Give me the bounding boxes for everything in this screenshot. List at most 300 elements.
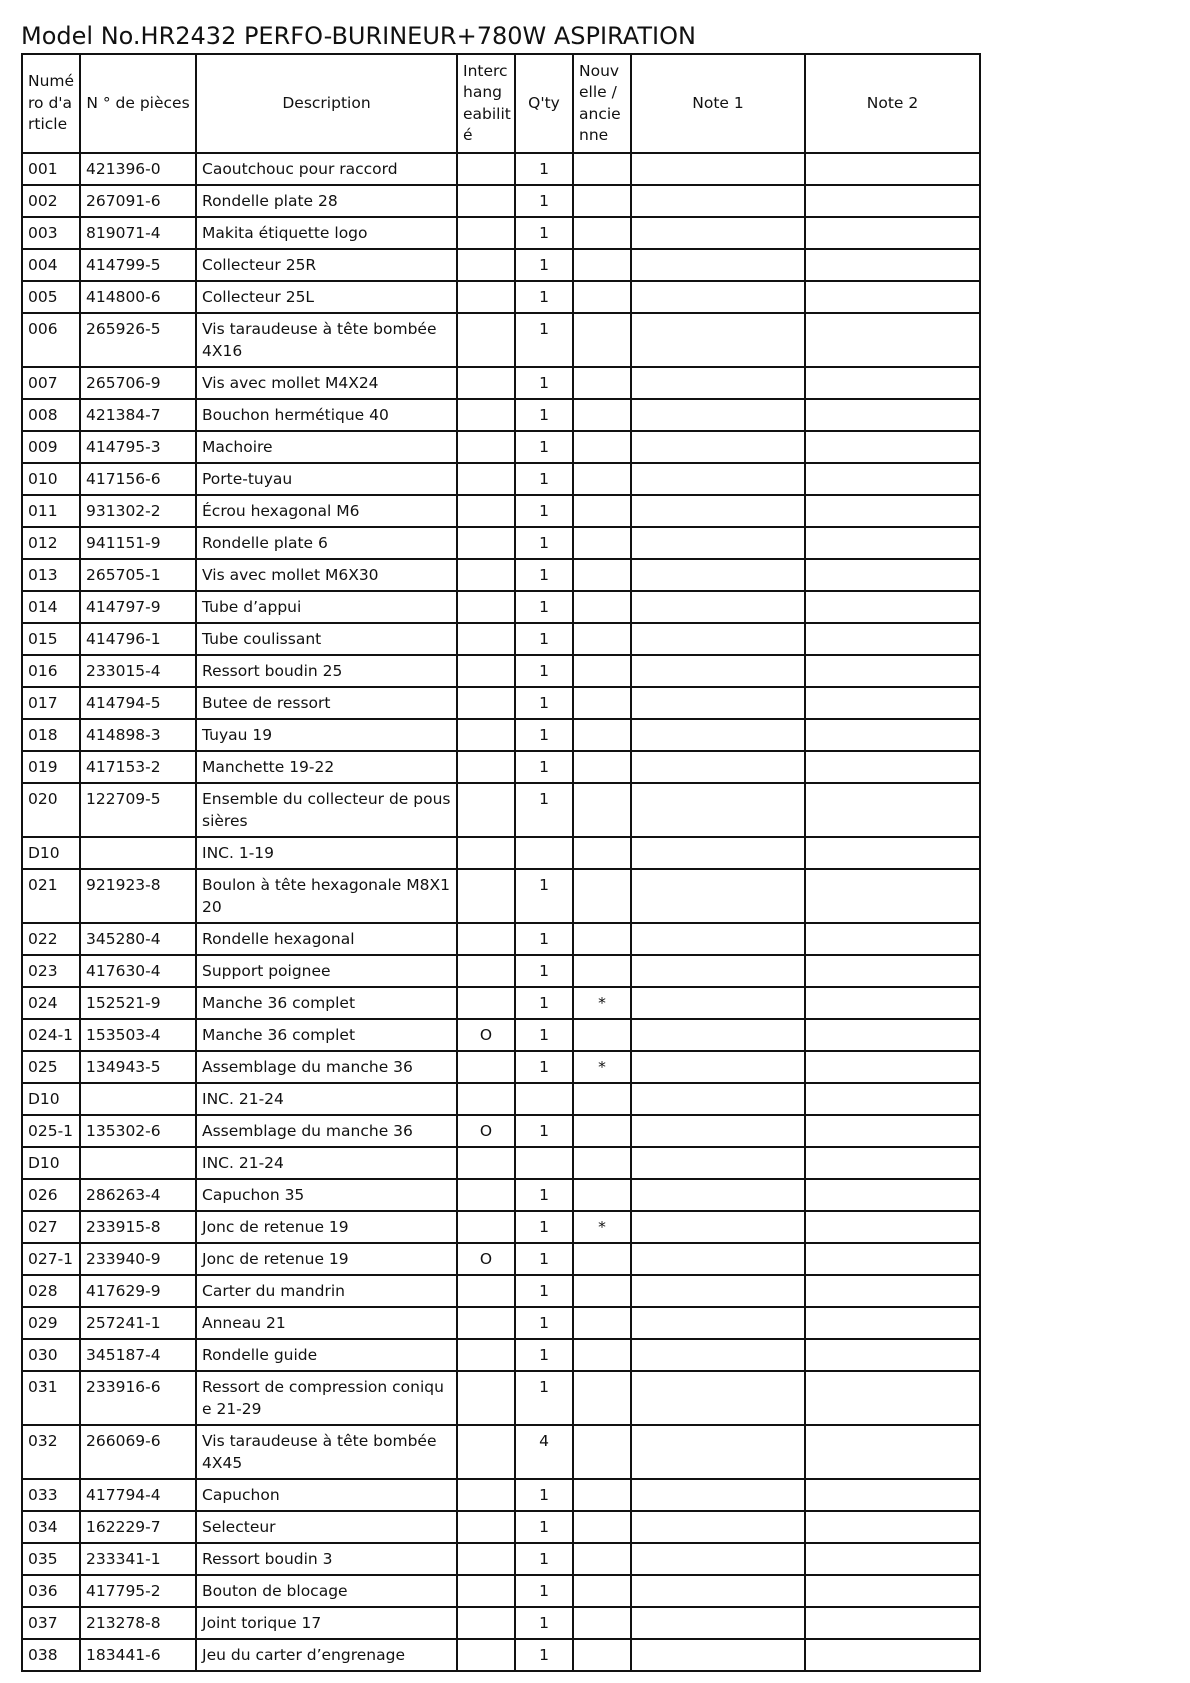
cell-description: Jeu du carter d’engrenage [196,1639,457,1671]
cell-note-2 [805,281,980,313]
cell-quantity: 1 [515,623,573,655]
cell-item-number: D10 [22,1083,80,1115]
cell-note-1 [631,1511,805,1543]
cell-item-number: 003 [22,217,80,249]
table-row [22,495,980,527]
cell-item-number: 022 [22,923,80,955]
cell-note-2 [805,623,980,655]
cell-new-old [573,1543,631,1575]
cell-note-2 [805,869,980,923]
cell-note-1 [631,1639,805,1671]
cell-note-1 [631,869,805,923]
cell-item-number: 029 [22,1307,80,1339]
cell-note-2 [805,559,980,591]
cell-note-2 [805,1575,980,1607]
cell-note-1 [631,1607,805,1639]
cell-new-old [573,463,631,495]
cell-note-2 [805,217,980,249]
cell-quantity: 1 [515,987,573,1019]
cell-interchangeability [457,1607,515,1639]
cell-new-old [573,837,631,869]
cell-new-old: * [573,987,631,1019]
cell-note-1 [631,1371,805,1425]
cell-quantity: 1 [515,367,573,399]
cell-part-number: 414800-6 [80,281,196,313]
cell-new-old [573,249,631,281]
cell-note-2 [805,1339,980,1371]
cell-item-number: 008 [22,399,80,431]
cell-note-2 [805,1607,980,1639]
cell-part-number: 417629-9 [80,1275,196,1307]
cell-note-1 [631,281,805,313]
cell-item-number: 021 [22,869,80,923]
table-row [22,1479,980,1511]
cell-note-1 [631,1425,805,1479]
table-row [22,399,980,431]
table-row [22,687,980,719]
cell-new-old [573,559,631,591]
cell-note-2 [805,1639,980,1671]
table-row [22,185,980,217]
cell-note-2 [805,1275,980,1307]
cell-quantity: 1 [515,217,573,249]
cell-item-number: 026 [22,1179,80,1211]
cell-new-old [573,1425,631,1479]
header-item-number: Numé ro d'a rticle [22,54,80,153]
table-row [22,463,980,495]
cell-part-number: 286263-4 [80,1179,196,1211]
cell-note-1 [631,719,805,751]
cell-new-old [573,217,631,249]
cell-interchangeability [457,783,515,837]
header-row [22,54,980,153]
cell-note-2 [805,751,980,783]
cell-note-2 [805,463,980,495]
cell-interchangeability [457,1083,515,1115]
cell-quantity: 1 [515,655,573,687]
cell-quantity: 1 [515,1543,573,1575]
cell-new-old [573,1371,631,1425]
table-row [22,987,980,1019]
cell-quantity: 1 [515,185,573,217]
cell-note-2 [805,1243,980,1275]
cell-interchangeability [457,281,515,313]
cell-description: Écrou hexagonal M6 [196,495,457,527]
cell-new-old [573,431,631,463]
cell-note-1 [631,1575,805,1607]
cell-description: Collecteur 25R [196,249,457,281]
cell-new-old [573,399,631,431]
cell-quantity: 1 [515,1275,573,1307]
cell-note-1 [631,623,805,655]
cell-description: INC. 21-24 [196,1147,457,1179]
cell-note-1 [631,559,805,591]
cell-description: Manche 36 complet [196,987,457,1019]
table-row [22,367,980,399]
cell-item-number: 030 [22,1339,80,1371]
cell-description: Rondelle plate 28 [196,185,457,217]
cell-note-2 [805,153,980,185]
cell-note-2 [805,1211,980,1243]
cell-description: Ressort boudin 25 [196,655,457,687]
header-part-number: N ° de pièces [80,54,196,153]
table-row [22,1575,980,1607]
cell-new-old: * [573,1051,631,1083]
cell-part-number: 417153-2 [80,751,196,783]
cell-quantity: 1 [515,1179,573,1211]
cell-item-number: 028 [22,1275,80,1307]
cell-new-old [573,655,631,687]
cell-item-number: D10 [22,837,80,869]
cell-item-number: 032 [22,1425,80,1479]
cell-description: Ressort boudin 3 [196,1543,457,1575]
cell-part-number: 233015-4 [80,655,196,687]
cell-note-1 [631,185,805,217]
cell-note-2 [805,367,980,399]
cell-description: INC. 21-24 [196,1083,457,1115]
cell-interchangeability [457,1543,515,1575]
table-row [22,1115,980,1147]
cell-new-old [573,687,631,719]
cell-interchangeability: O [457,1019,515,1051]
cell-note-1 [631,313,805,367]
cell-description: Vis taraudeuse à tête bombée 4X16 [196,313,457,367]
cell-item-number: 001 [22,153,80,185]
cell-note-1 [631,1307,805,1339]
cell-quantity: 1 [515,869,573,923]
cell-new-old [573,153,631,185]
cell-note-1 [631,1339,805,1371]
cell-new-old [573,1019,631,1051]
cell-description: Boulon à tête hexagonale M8X120 [196,869,457,923]
cell-description: Machoire [196,431,457,463]
cell-quantity [515,837,573,869]
cell-interchangeability [457,655,515,687]
cell-item-number: 027 [22,1211,80,1243]
cell-description: Support poignee [196,955,457,987]
cell-description: Capuchon [196,1479,457,1511]
cell-description: Ensemble du collecteur de poussières [196,783,457,837]
cell-part-number: 135302-6 [80,1115,196,1147]
cell-item-number: 002 [22,185,80,217]
cell-note-2 [805,1543,980,1575]
cell-new-old [573,719,631,751]
cell-interchangeability [457,719,515,751]
cell-description: Caoutchouc pour raccord [196,153,457,185]
cell-part-number: 265705-1 [80,559,196,591]
cell-note-1 [631,655,805,687]
table-row [22,559,980,591]
cell-quantity [515,1083,573,1115]
cell-quantity: 1 [515,1479,573,1511]
cell-note-1 [631,1179,805,1211]
cell-note-1 [631,1543,805,1575]
cell-note-2 [805,655,980,687]
cell-part-number: 345187-4 [80,1339,196,1371]
cell-part-number: 265926-5 [80,313,196,367]
cell-quantity: 1 [515,153,573,185]
cell-item-number: 025-1 [22,1115,80,1147]
cell-note-1 [631,153,805,185]
cell-new-old [573,1575,631,1607]
table-row [22,783,980,837]
cell-part-number: 213278-8 [80,1607,196,1639]
cell-interchangeability [457,249,515,281]
cell-item-number: 031 [22,1371,80,1425]
cell-quantity: 1 [515,495,573,527]
cell-interchangeability [457,1639,515,1671]
cell-item-number: 006 [22,313,80,367]
cell-note-1 [631,527,805,559]
cell-interchangeability [457,1479,515,1511]
cell-part-number: 417795-2 [80,1575,196,1607]
cell-quantity: 1 [515,1307,573,1339]
cell-description: Porte-tuyau [196,463,457,495]
cell-note-2 [805,249,980,281]
cell-description: INC. 1-19 [196,837,457,869]
cell-quantity: 1 [515,1019,573,1051]
cell-part-number: 257241-1 [80,1307,196,1339]
cell-note-1 [631,1051,805,1083]
cell-description: Jonc de retenue 19 [196,1243,457,1275]
cell-new-old [573,185,631,217]
cell-note-1 [631,1479,805,1511]
cell-part-number [80,1147,196,1179]
table-row [22,751,980,783]
table-body [22,153,980,1671]
cell-interchangeability [457,1211,515,1243]
cell-new-old [573,1607,631,1639]
cell-quantity: 1 [515,431,573,463]
table-row [22,249,980,281]
cell-item-number: 013 [22,559,80,591]
cell-part-number: 421384-7 [80,399,196,431]
cell-part-number [80,1083,196,1115]
cell-part-number: 265706-9 [80,367,196,399]
cell-part-number: 152521-9 [80,987,196,1019]
cell-interchangeability [457,399,515,431]
cell-note-2 [805,1307,980,1339]
cell-new-old [573,1083,631,1115]
cell-interchangeability [457,153,515,185]
cell-part-number: 819071-4 [80,217,196,249]
cell-quantity [515,1147,573,1179]
cell-note-2 [805,431,980,463]
cell-note-1 [631,1275,805,1307]
cell-new-old [573,1511,631,1543]
cell-note-1 [631,495,805,527]
cell-item-number: 034 [22,1511,80,1543]
cell-interchangeability [457,527,515,559]
cell-interchangeability [457,1575,515,1607]
cell-new-old [573,955,631,987]
cell-quantity: 1 [515,1575,573,1607]
cell-interchangeability [457,185,515,217]
cell-note-2 [805,719,980,751]
cell-new-old [573,1639,631,1671]
cell-part-number: 417794-4 [80,1479,196,1511]
cell-interchangeability [457,1147,515,1179]
cell-new-old [573,1147,631,1179]
table-row [22,281,980,313]
cell-part-number: 421396-0 [80,153,196,185]
cell-note-1 [631,431,805,463]
cell-description: Joint torique 17 [196,1607,457,1639]
header-interchangeability: Interc hang eabilit é [457,54,515,153]
cell-note-1 [631,783,805,837]
cell-quantity: 1 [515,687,573,719]
cell-description: Butee de ressort [196,687,457,719]
table-row [22,527,980,559]
cell-note-2 [805,987,980,1019]
cell-description: Rondelle guide [196,1339,457,1371]
cell-note-2 [805,527,980,559]
cell-part-number: 931302-2 [80,495,196,527]
cell-item-number: 016 [22,655,80,687]
table-row [22,955,980,987]
cell-quantity: 1 [515,1051,573,1083]
cell-item-number: 038 [22,1639,80,1671]
cell-note-1 [631,751,805,783]
cell-description: Manche 36 complet [196,1019,457,1051]
cell-interchangeability: O [457,1243,515,1275]
cell-part-number: 345280-4 [80,923,196,955]
cell-part-number: 267091-6 [80,185,196,217]
cell-description: Jonc de retenue 19 [196,1211,457,1243]
cell-description: Tuyau 19 [196,719,457,751]
cell-description: Carter du mandrin [196,1275,457,1307]
cell-description: Tube coulissant [196,623,457,655]
cell-new-old [573,623,631,655]
cell-note-1 [631,1019,805,1051]
cell-quantity: 1 [515,1243,573,1275]
cell-interchangeability [457,1179,515,1211]
cell-note-2 [805,1051,980,1083]
table-row [22,1307,980,1339]
table-row [22,313,980,367]
cell-description: Makita étiquette logo [196,217,457,249]
cell-quantity: 1 [515,399,573,431]
cell-part-number: 414796-1 [80,623,196,655]
cell-interchangeability [457,623,515,655]
cell-note-1 [631,923,805,955]
cell-new-old [573,1339,631,1371]
cell-quantity: 1 [515,527,573,559]
table-row [22,1425,980,1479]
cell-quantity: 1 [515,923,573,955]
cell-new-old [573,591,631,623]
cell-quantity: 1 [515,1639,573,1671]
table-row [22,1147,980,1179]
cell-part-number [80,837,196,869]
cell-new-old [573,751,631,783]
cell-part-number: 134943-5 [80,1051,196,1083]
cell-interchangeability: O [457,1115,515,1147]
cell-part-number: 266069-6 [80,1425,196,1479]
table-row [22,1083,980,1115]
cell-interchangeability [457,367,515,399]
header-note-2: Note 2 [805,54,980,153]
cell-quantity: 1 [515,559,573,591]
cell-new-old [573,367,631,399]
table-row [22,1019,980,1051]
cell-interchangeability [457,1339,515,1371]
cell-part-number: 414795-3 [80,431,196,463]
cell-interchangeability [457,923,515,955]
cell-description: Rondelle plate 6 [196,527,457,559]
cell-item-number: 007 [22,367,80,399]
cell-quantity: 1 [515,955,573,987]
cell-new-old [573,527,631,559]
cell-note-2 [805,1083,980,1115]
cell-item-number: 025 [22,1051,80,1083]
cell-description: Vis taraudeuse à tête bombée 4X45 [196,1425,457,1479]
cell-description: Collecteur 25L [196,281,457,313]
cell-new-old [573,923,631,955]
table-row [22,1211,980,1243]
cell-note-2 [805,1147,980,1179]
cell-part-number: 417630-4 [80,955,196,987]
cell-quantity: 1 [515,1211,573,1243]
cell-item-number: 005 [22,281,80,313]
cell-interchangeability [457,1371,515,1425]
cell-description: Capuchon 35 [196,1179,457,1211]
cell-new-old [573,1307,631,1339]
table-row [22,837,980,869]
table-row [22,1543,980,1575]
cell-quantity: 4 [515,1425,573,1479]
cell-note-1 [631,367,805,399]
cell-note-2 [805,1511,980,1543]
cell-item-number: 012 [22,527,80,559]
table-row [22,153,980,185]
cell-note-1 [631,1211,805,1243]
table-row [22,1339,980,1371]
cell-note-1 [631,687,805,719]
cell-quantity: 1 [515,313,573,367]
cell-part-number: 233940-9 [80,1243,196,1275]
table-row [22,869,980,923]
cell-new-old [573,1179,631,1211]
table-row [22,1639,980,1671]
cell-quantity: 1 [515,1115,573,1147]
cell-item-number: 033 [22,1479,80,1511]
cell-part-number: 417156-6 [80,463,196,495]
cell-interchangeability [457,591,515,623]
cell-item-number: 027-1 [22,1243,80,1275]
cell-interchangeability [457,463,515,495]
cell-new-old [573,495,631,527]
cell-interchangeability [457,217,515,249]
cell-note-2 [805,495,980,527]
cell-description: Selecteur [196,1511,457,1543]
cell-note-1 [631,591,805,623]
page-title: Model No.HR2432 PERFO-BURINEUR+780W ASPIRATION [21,22,696,50]
cell-part-number: 414794-5 [80,687,196,719]
header-description: Description [196,54,457,153]
table-row [22,431,980,463]
cell-description: Manchette 19-22 [196,751,457,783]
header-new-old: Nouv elle / ancie nne [573,54,631,153]
cell-quantity: 1 [515,1339,573,1371]
parts-table [21,53,981,1672]
cell-item-number: 020 [22,783,80,837]
cell-quantity: 1 [515,719,573,751]
table-row [22,591,980,623]
cell-note-2 [805,185,980,217]
cell-interchangeability [457,1275,515,1307]
cell-interchangeability [457,313,515,367]
